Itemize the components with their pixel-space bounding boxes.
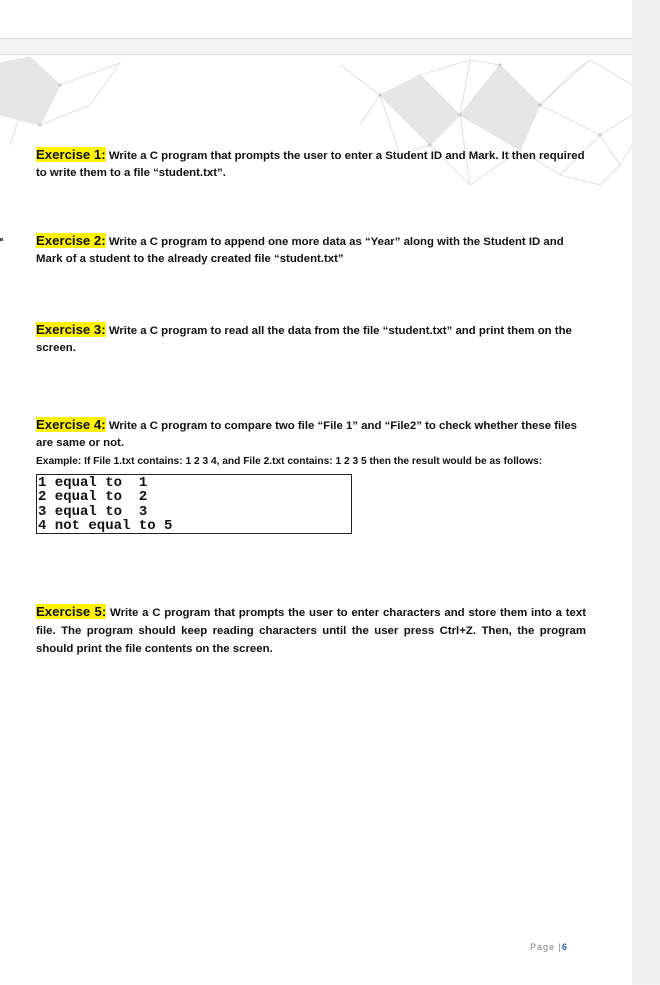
exercise-4	[36, 416, 586, 469]
example-output-box	[36, 474, 352, 534]
page-footer	[530, 942, 568, 952]
output-line: 2 equal to 2	[38, 489, 148, 506]
exercise-2-label: Exercise 2:	[36, 233, 106, 248]
exercise-4-example: Example: If File 1.txt contains: 1 2 3 4, and File 2.txt contains: 1 2 3 5 then the result would be as follows:	[36, 456, 543, 467]
exercise-4-text: Write a C program to compare two file “File 1” and “File2” to check whether these files are same or not.	[36, 420, 578, 449]
page-separator: |	[558, 942, 562, 952]
exercise-5	[36, 603, 586, 658]
exercise-5-label: Exercise 5:	[36, 604, 107, 619]
exercise-1	[36, 146, 586, 182]
exercise-4-label: Exercise 4:	[36, 417, 106, 432]
previous-page-edge	[0, 0, 632, 39]
exercise-3-text: Write a C program to read all the data from the file “student.txt” and print them on the screen.	[36, 325, 572, 354]
output-line: 4 not equal to 5	[38, 518, 173, 535]
exercise-5-text: Write a C program that prompts the user to enter characters and store them into a text file. The program should keep reading characters until the user press Ctrl+Z. Then, the program should print the file contents on the screen.	[36, 607, 586, 655]
page-number: 6	[561, 942, 568, 952]
output-line: 1 equal to 1	[38, 475, 148, 491]
page-word: Page	[530, 942, 556, 952]
output-line: 3 equal to 3	[38, 503, 148, 520]
exercise-2	[36, 232, 586, 268]
exercise-2-text: Write a C program to append one more data as “Year” along with the Student ID and Mark of a student to the already created file “student.txt”	[36, 236, 564, 265]
exercise-1-text: Write a C program that prompts the user to enter a Student ID and Mark. It then required to write them to a file “student.txt”.	[36, 150, 585, 179]
margin-bullet-mark	[0, 238, 3, 241]
exercise-1-label: Exercise 1:	[36, 147, 106, 162]
exercise-3-label: Exercise 3:	[36, 322, 106, 337]
scrollbar-track[interactable]	[632, 0, 660, 984]
exercise-3	[36, 321, 586, 357]
